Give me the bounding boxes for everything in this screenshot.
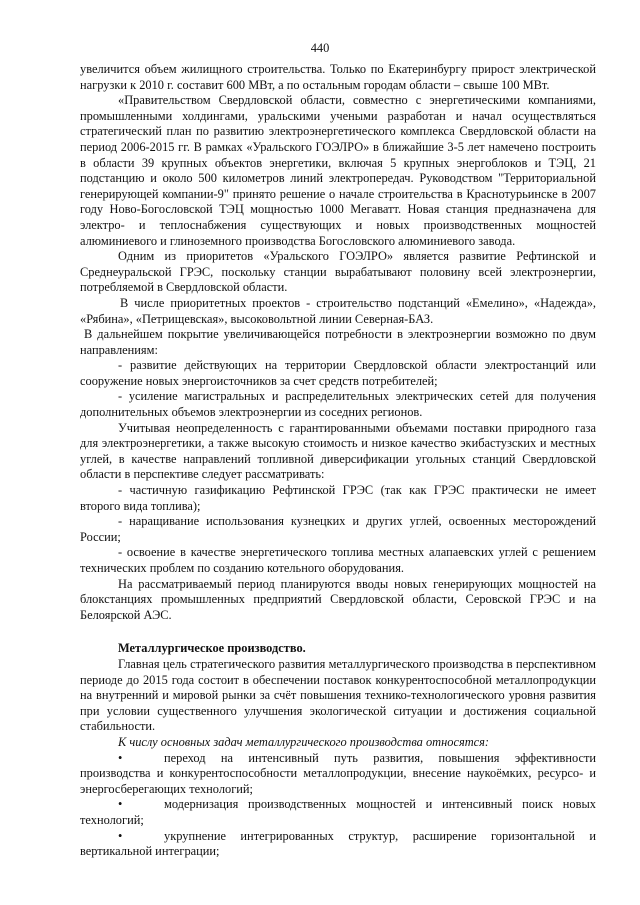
paragraph: В числе приоритетных проектов - строительство подстанций «Емелино», «Надежда», «Рябина», «Петрищевская», высоковольтной линии Северная-БАЗ. (80, 295, 596, 326)
list-item: - наращивание использования кузнецких и других углей, освоенных месторождений России; (80, 514, 596, 544)
list-item: - освоение в качестве энергетического топлива местных алапаевских углей с решением технических проблем по созданию котельного оборудования. (80, 545, 596, 575)
bullet-item (80, 751, 596, 798)
tasks-title: К числу основных задач металлургического производства относятся: (118, 734, 490, 749)
section-heading: Металлургическое производство. (118, 641, 306, 656)
bullet-text: модернизация производственных мощностей и интенсивный поиск новых технологий; (80, 797, 596, 827)
page-number: 440 (310, 41, 330, 55)
list-item: - частичную газификацию Рефтинской ГРЭС (так как ГРЭС практически не имеет второго вида топлива); (80, 483, 596, 513)
bullet-text: укрупнение интегрированных структур, расширение горизонтальной и вертикальной интеграции; (80, 828, 596, 859)
paragraph: «Правительством Свердловской области, совместно с энергетическими компаниями, промышленными холдингами, уральскими учеными разработан и начал осуществляться стратегический план по развитию электроэнергетического комплекса Свердловской области на период 2006-2015 гг. В рамках «Уральского ГОЭЛРО» в ближайшие 3-5 лет намечено построить в области 39 крупных объектов энергетики, включая 5 крупных энергоблоков и ТЭЦ, 21 подстанцию и около 500 километров линий электропередач. Руководством "Территориальной генерирующей компании-9" принято решение о начале строительства в Краснотурьинске в 2007 году Ново-Богословской ТЭЦ мощностью 1000 Мегаватт. Новая станция предназначена для электро- и теплоснабжения существующих и новых производственных мощностей алюминиевого и глиноземного производства Богословского алюминиевого завода. (80, 93, 596, 248)
bullet-item (80, 829, 596, 860)
paragraph: Одним из приоритетов «Уральского ГОЭЛРО» является развитие Рефтинской и Среднеуральской ГРЭС, поскольку станции вырабатывают половину всей электроэнергии, потребляемой в Свердловской области. (80, 249, 596, 295)
page-body (80, 62, 596, 860)
bullet-icon: • (118, 797, 123, 812)
list-item: - развитие действующих на территории Свердловской области электростанций или сооружение новых энергоисточников за счет средств потребителей; (80, 358, 596, 388)
paragraph: увеличится объем жилищного строительства. Только по Екатеринбургу прирост электрической нагрузки к 2010 г. составит 600 МВт, а по остальным городам области – свыше 100 МВт. (80, 62, 596, 92)
bullet-text: переход на интенсивный путь развития, повышения эффективности производства и конкурентоспособности металлопродукции, внесение наукоёмких, ресурсо- и энергосберегающих технологий; (80, 750, 596, 796)
paragraph: Главная цель стратегического развития металлургического производства в перспективном периоде до 2015 года состоит в обеспечении поставок конкурентоспособной металлопродукции на внутренний и мировой рынки за счёт повышения технико-технологического уровня развития при условии существенного улучшения экологической ситуации и достижения социальной стабильности. (80, 656, 596, 734)
paragraph: В дальнейшем покрытие увеличивающейся потребности в электроэнергии возможно по двум направлениям: (80, 327, 596, 357)
bullet-icon: • (118, 828, 123, 843)
paragraph: На рассматриваемый период планируются вводы новых генерирующих мощностей на блокстанциях промышленных предприятий Свердловской области, Серовской ГРЭС и на Белоярской АЭС. (80, 576, 596, 622)
bullet-icon: • (118, 750, 123, 765)
bullet-item (80, 797, 596, 828)
list-item: - усиление магистральных и распределительных электрических сетей для получения дополнительных объемов электроэнергии из соседних регионов. (80, 389, 596, 420)
paragraph: Учитывая неопределенность с гарантированными объемами поставки природного газа для электроэнергетики, а также высокую стоимость и низкое качество экибастузских и местных углей, в качестве направлений топливной диверсификации угольных станций Свердловской области в перспективе следует рассматривать: (80, 420, 596, 482)
